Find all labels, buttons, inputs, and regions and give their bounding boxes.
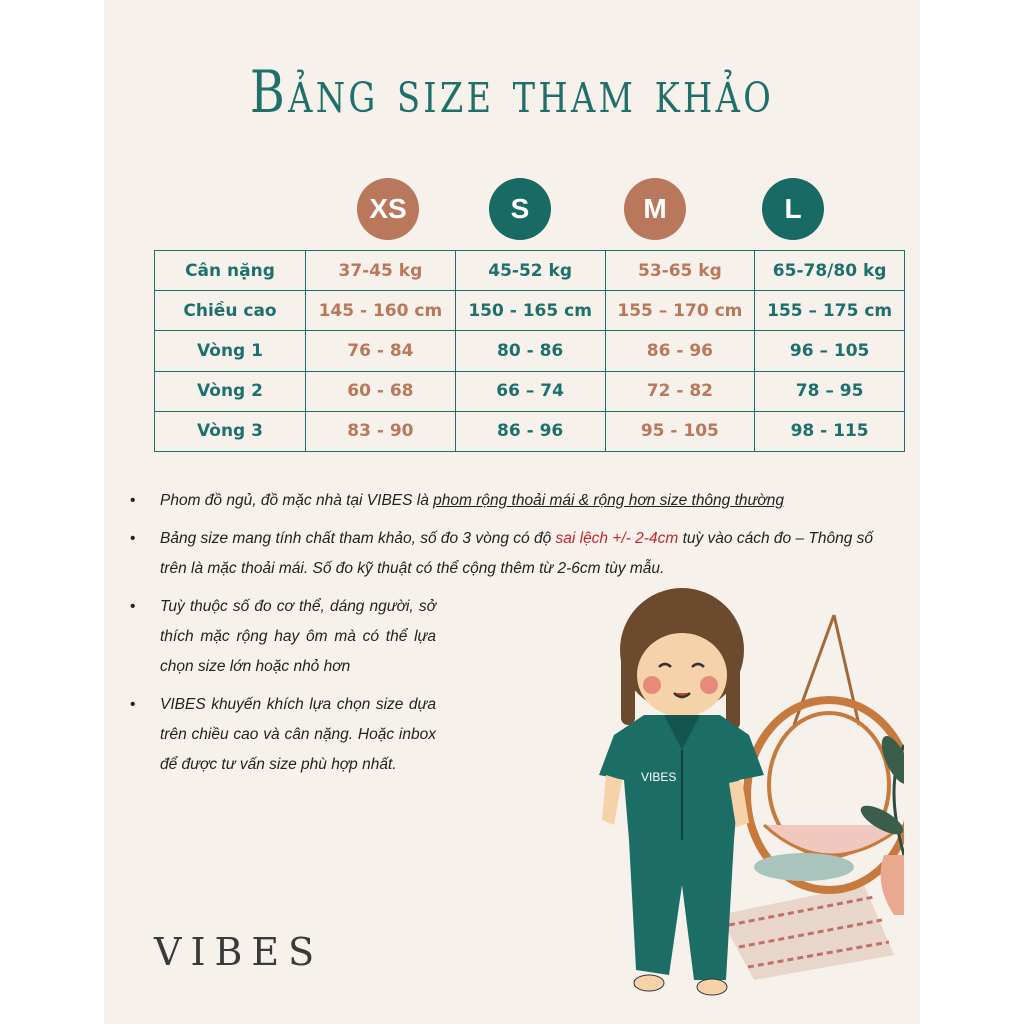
table-cell: 86 - 96	[455, 411, 605, 451]
foot	[634, 975, 664, 991]
table-cell: 37-45 kg	[306, 251, 456, 291]
table-cell: 80 - 86	[455, 331, 605, 371]
table-cell: 155 – 170 cm	[605, 291, 755, 331]
row-label-hip: Vòng 3	[155, 411, 306, 451]
bullet: •	[130, 696, 136, 713]
mouth	[674, 693, 690, 697]
size-badge-s: S	[489, 178, 551, 240]
note-item	[128, 524, 888, 584]
table-cell: 66 – 74	[455, 371, 605, 411]
note-text: Tuỳ thuộc số đo cơ thể, dáng người, sở thích mặc rộng hay ôm mà có thể lựa chọn size lớn hoặc nhỏ hơn	[160, 598, 436, 675]
table-cell: 155 – 175 cm	[755, 291, 905, 331]
row-label-waist: Vòng 2	[155, 371, 306, 411]
table-cell: 86 - 96	[605, 331, 755, 371]
table-row	[155, 251, 905, 291]
plant-pot	[881, 855, 904, 915]
bullet: •	[130, 492, 136, 509]
table-cell: 60 - 68	[306, 371, 456, 411]
table-cell: 95 - 105	[605, 411, 755, 451]
note-text: Phom đồ ngủ, đồ mặc nhà tại VIBES là	[160, 492, 434, 509]
table-cell: 96 – 105	[755, 331, 905, 371]
table-cell: 98 - 115	[755, 411, 905, 451]
shirt-logo: VIBES	[641, 770, 677, 784]
table-cell: 53-65 kg	[605, 251, 755, 291]
table-row	[155, 371, 905, 411]
row-label-weight: Cân nặng	[155, 251, 306, 291]
table-cell: 83 - 90	[306, 411, 456, 451]
table-row	[155, 331, 905, 371]
face	[637, 633, 727, 717]
row-label-bust: Vòng 1	[155, 331, 306, 371]
pants	[629, 840, 734, 980]
arm	[602, 775, 622, 825]
table-cell: 76 - 84	[306, 331, 456, 371]
note-text: Bảng size mang tính chất tham khảo, số đo 3 vòng có độ	[160, 530, 556, 547]
table-row	[155, 291, 905, 331]
note-emphasis: phom rộng thoải mái & rộng hơn size thông thường	[433, 492, 784, 509]
note-highlight: sai lệch +/- 2-4cm	[555, 530, 679, 547]
bullet: •	[130, 530, 136, 547]
note-item	[128, 690, 436, 780]
table-cell: 150 - 165 cm	[455, 291, 605, 331]
girl-illustration	[464, 585, 904, 1005]
foot	[697, 979, 727, 995]
note-item	[128, 486, 888, 516]
table-cell: 78 – 95	[755, 371, 905, 411]
size-badge-xs: XS	[357, 178, 419, 240]
table-cell: 72 - 82	[605, 371, 755, 411]
page-title: Bảng size tham khảo	[249, 58, 775, 126]
row-label-height: Chiều cao	[155, 291, 306, 331]
size-badge-l: L	[762, 178, 824, 240]
note-text: VIBES khuyến khích lựa chọn size dựa trên chiều cao và cân nặng. Hoặc inbox để được tư vấn size phù hợp nhất.	[160, 696, 436, 773]
note-text: tuỳ vào cách đo – Thông số trên là mặc thoải mái. Số đo kỹ thuật có thể cộng thêm từ 2-6cm tùy mẫu.	[160, 530, 873, 577]
cheek	[643, 676, 661, 694]
size-table	[154, 250, 905, 452]
size-guide-card	[104, 0, 920, 1024]
chair-cushion	[754, 853, 854, 881]
note-item	[128, 592, 436, 682]
table-row	[155, 411, 905, 451]
table-cell: 45-52 kg	[455, 251, 605, 291]
size-badge-m: M	[624, 178, 686, 240]
table-cell: 145 - 160 cm	[306, 291, 456, 331]
cheek	[700, 676, 718, 694]
table-cell: 65-78/80 kg	[755, 251, 905, 291]
bullet: •	[130, 598, 136, 615]
brand-logo: VIBES	[154, 930, 324, 974]
